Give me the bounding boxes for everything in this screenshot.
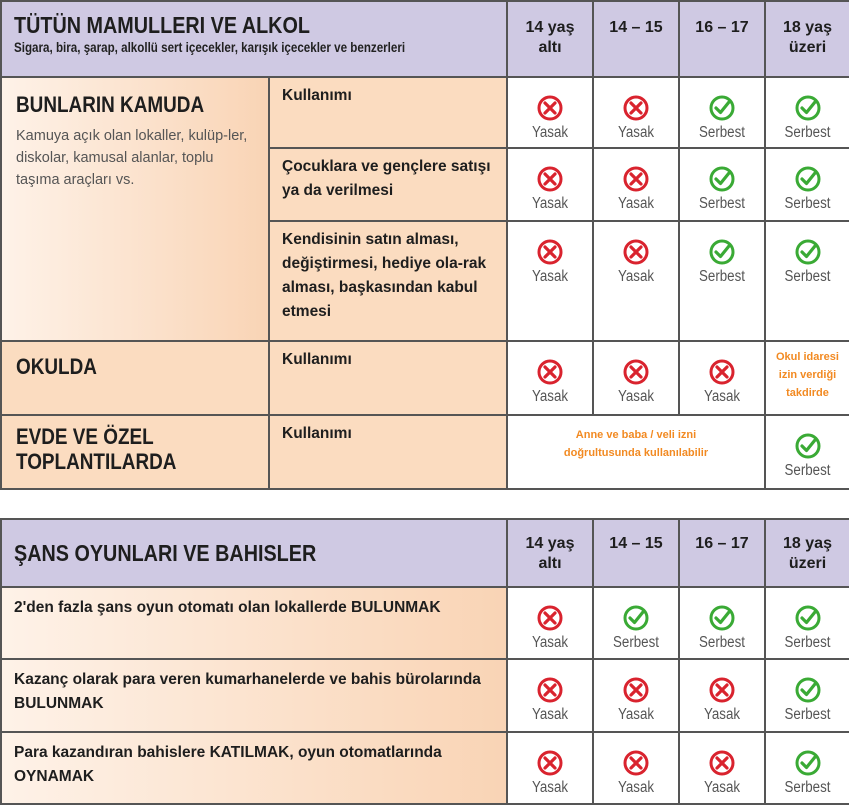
home-note-cell <box>507 415 765 489</box>
banned-icon <box>622 676 650 704</box>
status-label: Yasak <box>617 124 655 141</box>
status-cell <box>593 587 679 659</box>
status-label: Yasak <box>703 779 741 796</box>
status-cell <box>507 77 593 148</box>
banned-icon <box>536 358 564 386</box>
action-label: Kullanımı <box>269 77 507 148</box>
school-note: Okul idaresi izin verdiği takdirde <box>776 351 839 399</box>
status-cell <box>593 659 679 732</box>
status-cell <box>765 77 849 148</box>
age-header-14-15: 14 – 15 <box>593 519 679 587</box>
status-cell <box>679 659 765 732</box>
age-header-14-15: 14 – 15 <box>593 1 679 77</box>
category-school <box>1 341 269 415</box>
age-header-16-17: 16 – 17 <box>679 519 765 587</box>
status-cell <box>507 732 593 804</box>
banned-icon <box>622 749 650 777</box>
status-label: Yasak <box>531 268 569 285</box>
status-cell <box>507 221 593 341</box>
status-label: Serbest <box>784 634 831 651</box>
status-label: Serbest <box>699 124 745 141</box>
action-label: Kendisinin satın alması, değiştirmesi, hediye ola-rak alması, başkasından kabul etmesi <box>269 221 507 341</box>
status-label: Serbest <box>784 706 831 723</box>
status-label: Serbest <box>784 195 831 212</box>
tobacco-title: TÜTÜN MAMULLERI VE ALKOL <box>14 12 310 38</box>
status-cell <box>507 587 593 659</box>
banned-icon <box>536 676 564 704</box>
status-cell <box>765 732 849 804</box>
status-label: Serbest <box>613 634 659 651</box>
school-note-cell <box>765 341 849 415</box>
action-label: Kullanımı <box>269 341 507 415</box>
category-public-title: BUNLARIN KAMUDA <box>16 92 205 117</box>
status-label: Yasak <box>531 779 569 796</box>
tobacco-header <box>1 1 507 77</box>
status-cell <box>765 415 849 489</box>
status-label: Yasak <box>703 388 741 405</box>
status-cell <box>507 659 593 732</box>
category-home <box>1 415 269 489</box>
status-label: Yasak <box>531 706 569 723</box>
status-label: Yasak <box>617 779 655 796</box>
status-cell <box>765 587 849 659</box>
status-label: Yasak <box>531 195 569 212</box>
status-label: Yasak <box>703 706 741 723</box>
status-cell <box>593 732 679 804</box>
status-cell <box>507 148 593 221</box>
allowed-check-icon <box>794 604 822 632</box>
status-label: Serbest <box>784 462 831 479</box>
gambling-header <box>1 519 507 587</box>
allowed-check-icon <box>622 604 650 632</box>
action-label: Çocuklara ve gençlere satışı ya da verilmesi <box>269 148 507 221</box>
section-gap <box>0 490 849 518</box>
status-label: Serbest <box>784 779 831 796</box>
status-cell <box>679 587 765 659</box>
banned-icon <box>536 94 564 122</box>
allowed-check-icon <box>708 238 736 266</box>
status-label: Yasak <box>617 388 655 405</box>
banned-icon <box>708 749 736 777</box>
allowed-check-icon <box>708 165 736 193</box>
banned-icon <box>622 358 650 386</box>
category-school-title: OKULDA <box>16 354 97 379</box>
gambling-table <box>0 518 849 805</box>
gambling-title: ŞANS OYUNLARI VE BAHISLER <box>14 540 317 566</box>
allowed-check-icon <box>794 432 822 460</box>
status-cell <box>679 148 765 221</box>
action-label: Kullanımı <box>269 415 507 489</box>
status-label: Serbest <box>784 124 831 141</box>
status-cell <box>593 148 679 221</box>
age-header-16-17: 16 – 17 <box>679 1 765 77</box>
allowed-check-icon <box>794 94 822 122</box>
status-label: Serbest <box>699 195 745 212</box>
action-label: 2'den fazla şans oyun otomatı olan lokallerde BULUNMAK <box>1 587 507 659</box>
age-header-under-14: 14 yaş altı <box>507 519 593 587</box>
status-label: Yasak <box>617 706 655 723</box>
status-label: Yasak <box>531 124 569 141</box>
status-label: Yasak <box>531 388 569 405</box>
category-public-description: Kamuya açık olan lokaller, kulüp-ler, diskolar, kamusal alanlar, toplu taşıma araçları vs. <box>16 128 248 188</box>
action-label: Para kazandıran bahislere KATILMAK, oyun otomatlarında OYNAMAK <box>1 732 507 804</box>
status-label: Yasak <box>617 195 655 212</box>
banned-icon <box>536 165 564 193</box>
home-note: Anne ve baba / veli izni doğrultusunda kullanılabilir <box>563 429 709 459</box>
banned-icon <box>622 238 650 266</box>
banned-icon <box>536 749 564 777</box>
status-cell <box>593 221 679 341</box>
status-cell <box>507 341 593 415</box>
age-header-18-over: 18 yaş üzeri <box>765 1 849 77</box>
banned-icon <box>536 604 564 632</box>
status-label: Yasak <box>617 268 655 285</box>
status-label: Yasak <box>531 634 569 651</box>
status-cell <box>765 659 849 732</box>
category-home-title: EVDE VE ÖZEL TOPLANTILARDA <box>16 424 177 474</box>
category-public <box>1 77 269 341</box>
banned-icon <box>622 165 650 193</box>
allowed-check-icon <box>794 165 822 193</box>
allowed-check-icon <box>708 604 736 632</box>
status-cell <box>765 221 849 341</box>
allowed-check-icon <box>794 238 822 266</box>
banned-icon <box>536 238 564 266</box>
status-cell <box>679 732 765 804</box>
tobacco-subtitle: Sigara, bira, şarap, alkollü sert içecekler, karışık içecekler ve benzerleri <box>14 40 406 55</box>
status-label: Serbest <box>699 634 745 651</box>
allowed-check-icon <box>794 676 822 704</box>
status-label: Serbest <box>699 268 745 285</box>
allowed-check-icon <box>794 749 822 777</box>
status-cell <box>593 341 679 415</box>
status-cell <box>593 77 679 148</box>
action-label: Kazanç olarak para veren kumarhanelerde ve bahis bürolarında BULUNMAK <box>1 659 507 732</box>
banned-icon <box>622 94 650 122</box>
status-cell <box>679 341 765 415</box>
status-cell <box>765 148 849 221</box>
age-header-18-over: 18 yaş üzeri <box>765 519 849 587</box>
banned-icon <box>708 676 736 704</box>
status-cell <box>679 77 765 148</box>
allowed-check-icon <box>708 94 736 122</box>
status-label: Serbest <box>784 268 831 285</box>
age-header-under-14: 14 yaş altı <box>507 1 593 77</box>
banned-icon <box>708 358 736 386</box>
status-cell <box>679 221 765 341</box>
